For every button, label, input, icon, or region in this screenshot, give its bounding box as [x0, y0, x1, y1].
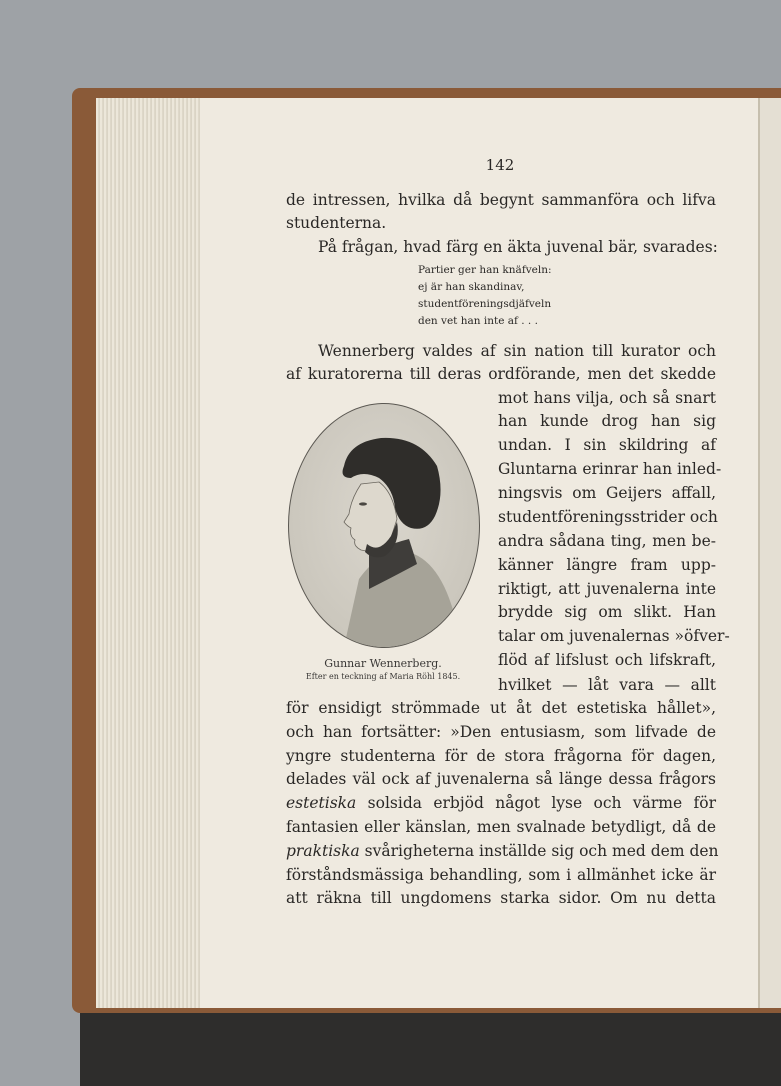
- text-line-praktiska: [286, 840, 719, 863]
- emphasis-estetiska: estetiska: [286, 794, 357, 812]
- text-line: På frågan, hvad färg en äkta juvenal bär, svarades:: [318, 238, 718, 256]
- text-line: undan. I sin skildring af: [498, 436, 716, 454]
- text-line: yngre studenterna för de stora frågorna för dagen,: [286, 747, 716, 765]
- text-line: fantasien eller känslan, men svalnade betydligt, då de: [286, 818, 716, 836]
- text-line-estetiska: [286, 792, 716, 815]
- text-line: hvilket — låt vara — allt: [498, 676, 716, 694]
- text-line: talar om juvenalernas »öfver-: [498, 627, 730, 645]
- next-page-edge: [758, 98, 781, 1008]
- text-line: att räkna till ungdomens starka sidor. Om nu detta: [286, 889, 716, 907]
- text-line: studentföreningsstrider och: [498, 508, 718, 526]
- text-line: flöd af lifslust och lifskraft,: [498, 651, 716, 669]
- poem-line: studentföreningsdjäfveln: [418, 298, 552, 310]
- text-line: studenterna.: [286, 214, 387, 232]
- page-edges: [96, 98, 201, 1008]
- text-line: delades väl ock af juvenalerna så länge dessa frågors: [286, 770, 716, 788]
- text-line: för ensidigt strömmade ut åt det estetiska hållet»,: [286, 699, 716, 717]
- caption-name: Gunnar Wennerberg.: [324, 657, 442, 670]
- poem-line: den vet han inte af . . .: [418, 315, 538, 327]
- emphasis-praktiska: praktiska: [286, 842, 360, 860]
- text-fragment: svårigheterna inställde sig och med dem den: [359, 842, 719, 860]
- portrait-illustration: [288, 403, 480, 648]
- text-line: riktigt, att juvenalerna inte: [498, 580, 716, 598]
- text-line: brydde sig om slikt. Han: [498, 603, 716, 621]
- text-fragment: solsida erbjöd något lyse och värme för: [356, 794, 716, 812]
- poem-line: ej är han skandinav,: [418, 281, 525, 293]
- text-line: Gluntarna erinrar han inled-: [498, 460, 722, 478]
- eye: [359, 502, 367, 505]
- text-line: han kunde drog han sig: [498, 412, 716, 430]
- text-line: af kuratorerna till deras ordförande, men det skedde: [286, 365, 716, 383]
- portrait-drawing: [289, 404, 479, 647]
- caption-credit: Efter en teckning af Maria Röhl 1845.: [305, 672, 461, 681]
- text-line: Wennerberg valdes af sin nation till kurator och: [318, 342, 716, 360]
- text-line: och han fortsätter: »Den entusiasm, som lifvade de: [286, 723, 716, 741]
- poem-line: Partier ger han knäfveln:: [418, 264, 552, 276]
- text-line: förståndsmässiga behandling, som i allmänhet icke är: [286, 866, 716, 884]
- text-line: känner längre fram upp-: [498, 556, 716, 574]
- text-line: mot hans vilja, och så snart: [498, 389, 716, 407]
- text-line: ningsvis om Geijers affall,: [498, 484, 716, 502]
- page-number: 142: [485, 156, 515, 174]
- text-line: andra sådana ting, men be-: [498, 532, 716, 550]
- text-line: de intressen, hvilka då begynt sammanföra och lifva: [286, 191, 716, 209]
